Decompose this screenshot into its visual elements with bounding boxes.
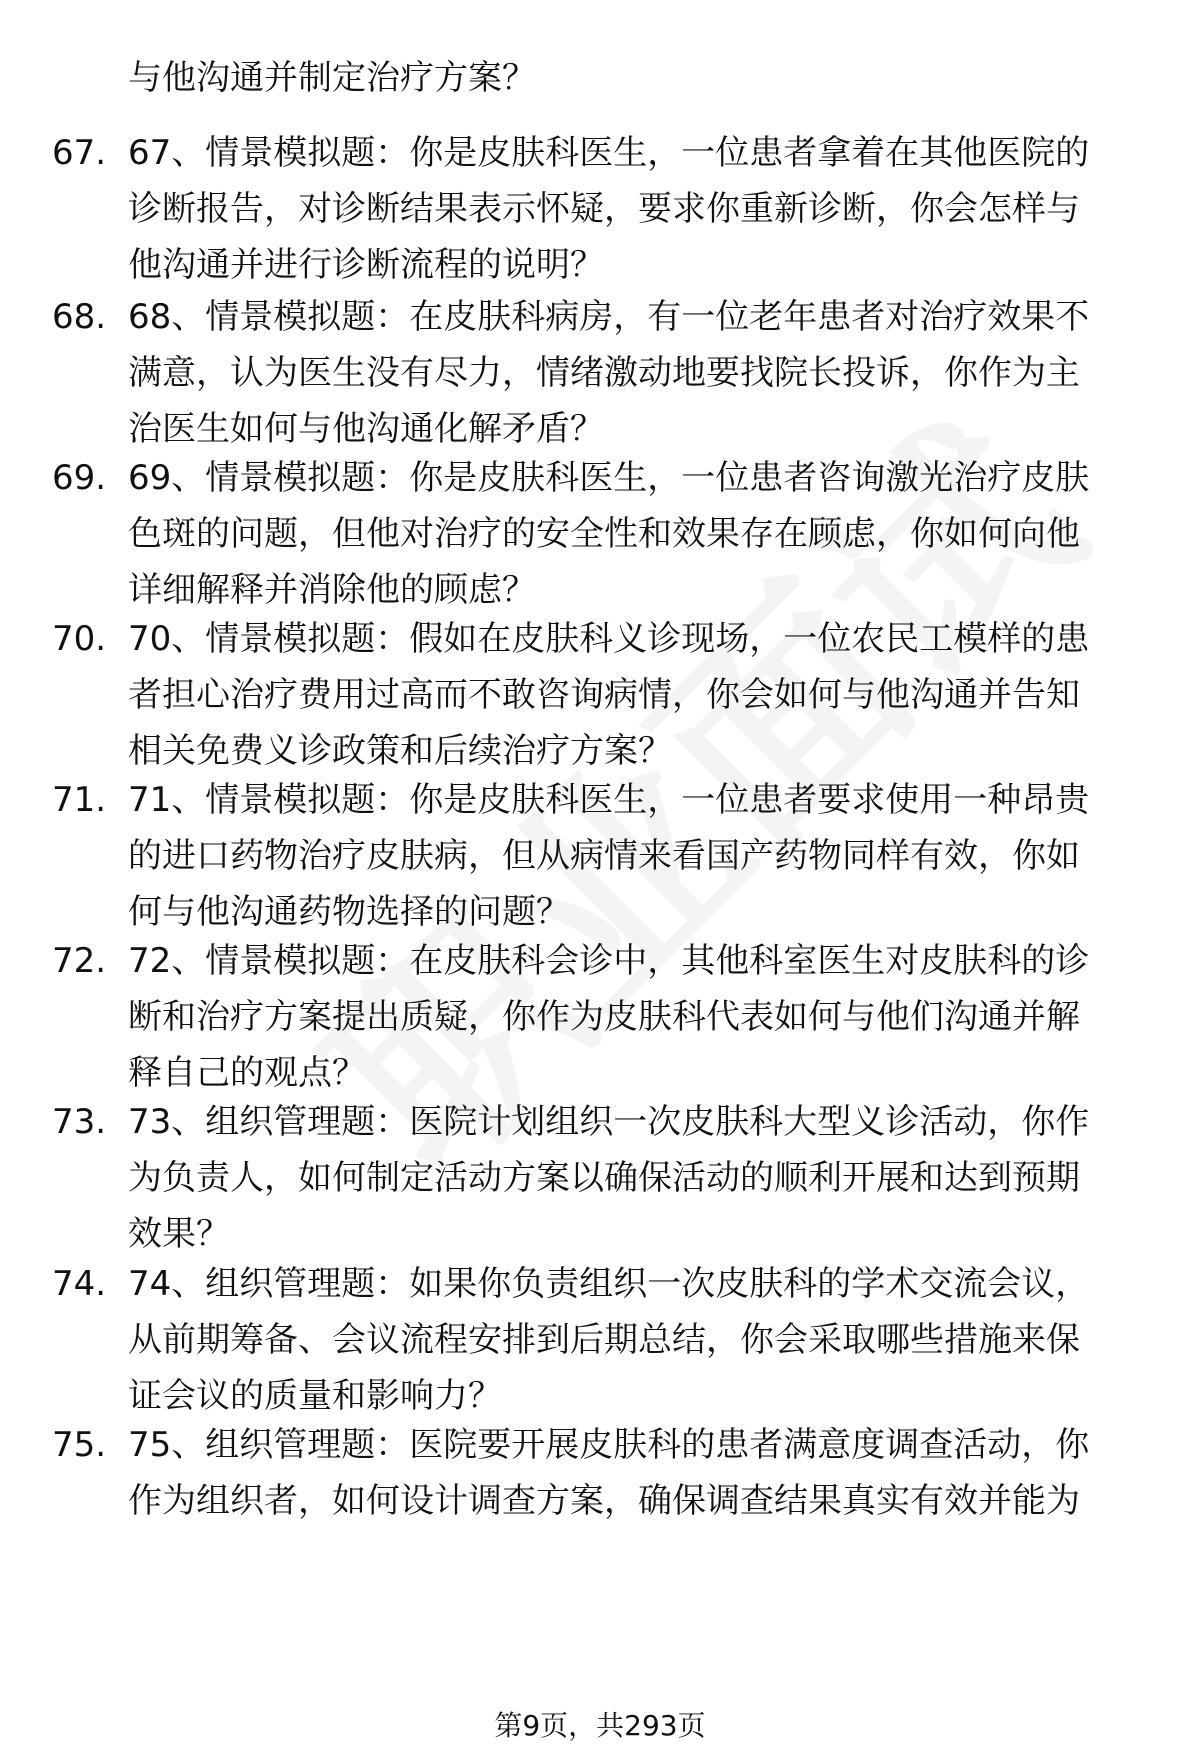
item-text: [128, 1417, 1148, 1529]
item-number: 73.: [52, 1102, 107, 1142]
item-number: 68.: [52, 297, 107, 337]
item-line: 73、组织管理题：医院计划组织一次皮肤科大型义诊活动，你作: [128, 1102, 1090, 1142]
item-number: 75.: [52, 1425, 107, 1465]
item-line: 详细解释并消除他的顾虑？: [128, 570, 536, 610]
item-line: 从前期筹备、会议流程安排到后期总结，你会采取哪些措施来保: [128, 1320, 1080, 1360]
item-line: 69、情景模拟题：你是皮肤科医生，一位患者咨询激光治疗皮肤: [128, 458, 1090, 498]
item-number: 70.: [52, 619, 107, 659]
item-line: 释自己的观点？: [128, 1053, 366, 1093]
item-text: [128, 772, 1148, 940]
item-line: 74、组织管理题：如果你负责组织一次皮肤科的学术交流会议，: [128, 1264, 1090, 1304]
continuation-text: 与他沟通并制定治疗方案？: [128, 58, 536, 98]
item-line: 治医生如何与他沟通化解矛盾？: [128, 409, 604, 449]
page-footer: 第9页，共293页: [494, 1709, 706, 1742]
item-line: 67、情景模拟题：你是皮肤科医生，一位患者拿着在其他医院的: [128, 133, 1090, 173]
item-number: 69.: [52, 458, 107, 498]
item-line: 断和治疗方案提出质疑，你作为皮肤科代表如何与他们沟通并解: [128, 997, 1080, 1037]
item-text: [128, 611, 1148, 779]
item-line: 满意，认为医生没有尽力，情绪激动地要找院长投诉，你作为主: [128, 353, 1080, 393]
item-text: [128, 1094, 1148, 1262]
item-line: 75、组织管理题：医院要开展皮肤科的患者满意度调查活动，你: [128, 1425, 1090, 1465]
item-line: 68、情景模拟题：在皮肤科病房，有一位老年患者对治疗效果不: [128, 297, 1090, 337]
item-line: 他沟通并进行诊断流程的说明？: [128, 245, 604, 285]
item-line: 71、情景模拟题：你是皮肤科医生，一位患者要求使用一种昂贵: [128, 780, 1090, 820]
item-number: 74.: [52, 1264, 107, 1304]
item-line: 为负责人，如何制定活动方案以确保活动的顺利开展和达到预期: [128, 1158, 1080, 1198]
item-line: 诊断报告，对诊断结果表示怀疑，要求你重新诊断，你会怎样与: [128, 189, 1080, 229]
item-line: 相关免费义诊政策和后续治疗方案？: [128, 731, 672, 771]
item-text: [128, 450, 1148, 618]
item-text: [128, 1256, 1148, 1424]
item-line: 何与他沟通药物选择的问题？: [128, 892, 570, 932]
item-line: 的进口药物治疗皮肤病，但从病情来看国产药物同样有效，你如: [128, 836, 1080, 876]
item-line: 72、情景模拟题：在皮肤科会诊中，其他科室医生对皮肤科的诊: [128, 941, 1090, 981]
item-number: 71.: [52, 780, 107, 820]
item-line: 色斑的问题，但他对治疗的安全性和效果存在顾虑，你如何向他: [128, 514, 1080, 554]
item-text: [128, 125, 1148, 293]
item-line: 证会议的质量和影响力？: [128, 1376, 502, 1416]
item-number: 67.: [52, 133, 107, 173]
item-line: 者担心治疗费用过高而不敢咨询病情，你会如何与他沟通并告知: [128, 675, 1080, 715]
item-line: 作为组织者，如何设计调查方案，确保调查结果真实有效并能为: [128, 1481, 1080, 1521]
item-text: [128, 933, 1148, 1101]
item-line: 70、情景模拟题：假如在皮肤科义诊现场，一位农民工模样的患: [128, 619, 1090, 659]
item-line: 效果？: [128, 1214, 230, 1254]
item-number: 72.: [52, 941, 107, 981]
item-text: [128, 289, 1148, 457]
